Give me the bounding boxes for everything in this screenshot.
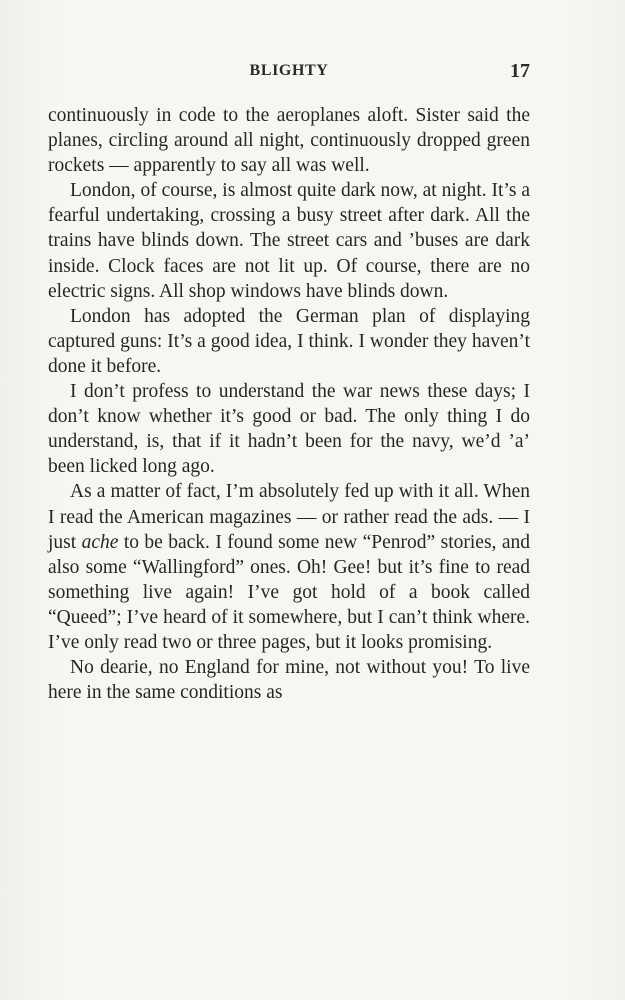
page-number: 17 (510, 60, 530, 82)
paragraph-2: London, of course, is almost quite dark now, at night. It’s a fearful undertaking, crossing a busy street after dark. All the trains have blinds down. The street cars and ’buses are dark inside. Clock faces are not lit up. Of course, there are no electric signs. All shop windows have blinds down. (48, 180, 530, 302)
paragraph-4: I don’t profess to understand the war news these days; I don’t know whether it’s good or bad. The only thing I do understand, is, that if it hadn’t been for the navy, we’d ’a’ been licked long ago. (48, 381, 530, 478)
paragraph-1: continuously in code to the aeroplanes aloft. Sister said the planes, circling around all night, continuously dropped green rockets — apparently to say all was well. (48, 105, 530, 177)
paragraph-5-before: As a matter of fact, I’m absolutely fed up with it all. When I read the American magazines — or rather read the ads. — I just (48, 481, 530, 553)
paragraph-6: No dearie, no England for mine, not without you! To live here in the same conditions as (48, 657, 530, 704)
running-header (48, 60, 530, 84)
paragraph-3: London has adopted the German plan of displaying captured guns: It’s a good idea, I think. I wonder they haven’t done it before. (48, 305, 530, 377)
running-title: BLIGHTY (249, 62, 329, 79)
paragraph-5 (48, 479, 530, 655)
paragraph-5-after: to be back. I found some new “Penrod” stories, and also some “Wallingford” ones. Oh! Gee! but it’s fine to read something live again! I’ve got hold of a book called “Queed”; I’ve heard of it somewhere, but I can’t think where. I’ve only read two or three pages, but it looks promising. (48, 531, 530, 653)
emphasis-ache: ache (81, 531, 119, 553)
body-text (48, 103, 530, 705)
